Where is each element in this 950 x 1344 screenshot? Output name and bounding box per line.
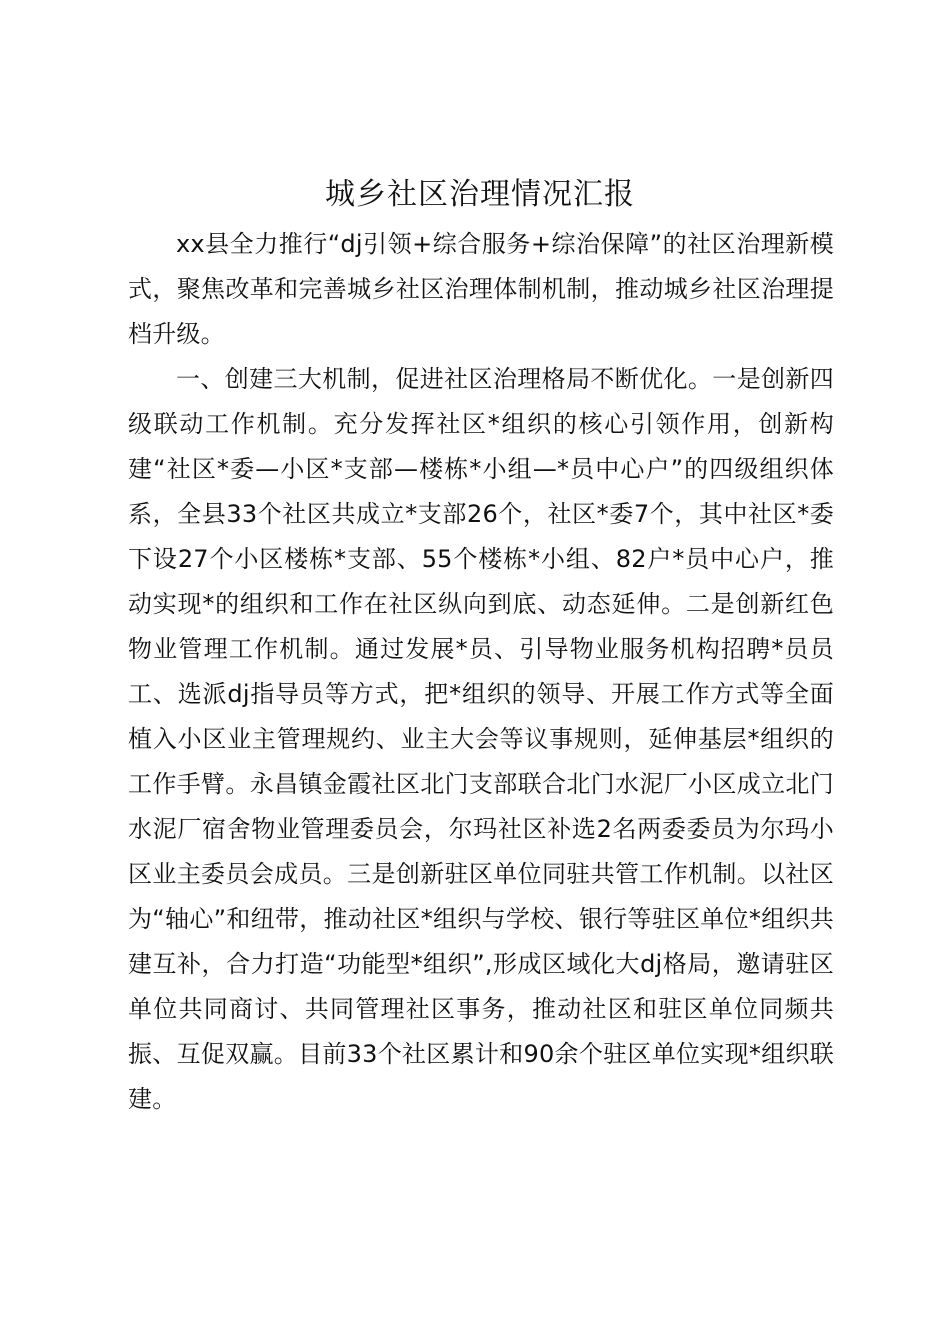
- paragraph-section-one: 一、创建三大机制，促进社区治理格局不断优化。一是创新四级联动工作机制。充分发挥社区*组织的核心引领作用，创新构建“社区*委—小区*支部—楼栋*小组—*员中心户”的四级组织体系，全县33个社区共成立*支部26个，社区*委7个，其中社区*委下设27个小区楼栋*支部、55个楼栋*小组、82户*员中心户，推动实现*的组织和工作在社区纵向到底、动态延伸。二是创新红色物业管理工作机制。通过发展*员、引导物业服务机构招聘*员员工、选派dj指导员等方式，把*组织的领导、开展工作方式等全面植入小区业主管理规约、业主大会等议事规则，延伸基层*组织的工作手臂。永昌镇金霞社区北门支部联合北门水泥厂小区成立北门水泥厂宿舍物业管理委员会，尔玛社区补选2名两委委员为尔玛小区业主委员会成员。三是创新驻区单位同驻共管工作机制。以社区为“轴心”和纽带，推动社区*组织与学校、银行等驻区单位*组织共建互补，合力打造“功能型*组织”,形成区域化大dj格局，邀请驻区单位共同商讨、共同管理社区事务，推动社区和驻区单位同频共振、互促双赢。目前33个社区累计和90余个驻区单位实现*组织联建。: [128, 365, 834, 1113]
- paragraph-intro: xx县全力推行“dj引领+综合服务+综治保障”的社区治理新模式，聚焦改革和完善城乡社区治理体制机制，推动城乡社区治理提档升级。: [128, 230, 834, 348]
- document-body: [128, 222, 834, 1122]
- document-title: 城乡社区治理情况汇报: [325, 177, 635, 212]
